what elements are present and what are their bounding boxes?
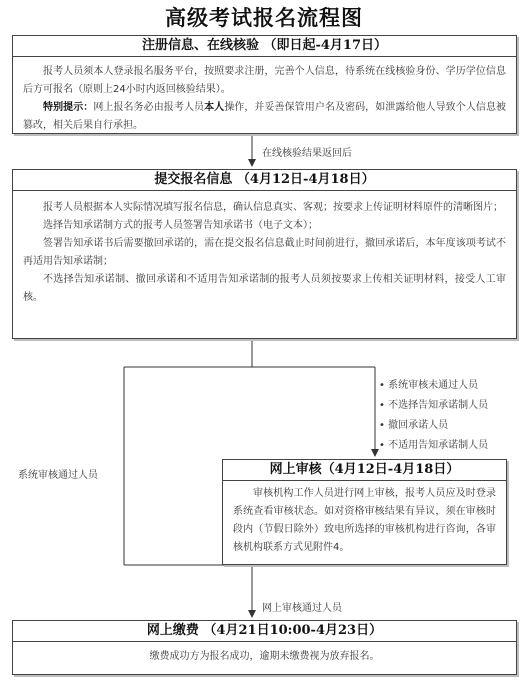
side-item-no-commitment: • 不选择告知承诺制人员 (379, 400, 489, 411)
connector-label-verify-result: 在线核验结果返回后 (262, 148, 352, 159)
side-item-not-applicable: • 不适用告知承诺制人员 (379, 440, 489, 451)
special-notice-bold: 本人 (204, 102, 225, 113)
step-submit-paragraph-3: 签署告知承诺书后需要撤回承诺的，需在提交报名信息截止时间前进行，撤回承诺后，本年度该项考试不再适用告知承诺制； (23, 238, 506, 267)
step-register-paragraph: 报考人员须本人登录报名服务平台，按照要求注册，完善个人信息，待系统在线核验身份、学历学位信息后方可报名（原则上24小时内返回核验结果）。 (23, 66, 506, 95)
page-title: 高级考试报名流程图 (165, 5, 363, 30)
special-notice-text-a: 网上报名务必由报考人员 (93, 102, 205, 113)
step-payment-body (13, 642, 516, 666)
step-register-box (12, 35, 517, 134)
step-register-heading: 注册信息、在线核验 （即日起-4月17日） (13, 36, 516, 57)
step-payment-heading: 网上缴费 （4月21日10:00-4月23日） (13, 621, 516, 642)
step-submit-paragraph-4: 不选择告知承诺制、撤回承诺和不适用告知承诺制的报考人员须按要求上传相关证明材料，接受人工审核。 (23, 274, 506, 303)
step-submit-body (13, 191, 516, 307)
side-item-system-failed: • 系统审核未通过人员 (379, 380, 479, 391)
side-item-withdrawn: • 撤回承诺人员 (379, 420, 449, 431)
step-submit-heading: 提交报名信息 （4月12日-4月18日） (13, 170, 516, 191)
step-register-body (13, 57, 516, 135)
step-submit-paragraph-1: 报考人员根据本人实际情况填写报名信息，确认信息真实、客观；按要求上传证明材料原件的清晰图片； (43, 202, 503, 213)
special-notice-label: 特别提示： (43, 102, 94, 113)
step-payment-paragraph: 缴费成功方为报名成功，逾期未缴费视为放弃报名。 (149, 651, 380, 662)
step-review-box (222, 459, 507, 565)
step-review-paragraph: 审核机构工作人员进行网上审核，报考人员应及时登录系统查看审核状态。如对资格审核结果有异议，须在审核时段内（节假日除外）致电所选择的审核机构进行咨询，各审核机构联系方式见附件4。 (233, 488, 496, 553)
step-register-notice (23, 99, 506, 135)
step-review-body (223, 481, 506, 557)
step-review-heading: 网上审核（4月12日-4月18日） (223, 460, 506, 481)
left-branch-label: 系统审核通过人员 (18, 470, 98, 481)
step-payment-box (12, 620, 517, 675)
special-notice-text-b: 操作，并妥善保管用户名及密码，如泄露给他人导致个人信息被篡改，相关后果自行承担。 (23, 102, 507, 131)
step-submit-box (12, 169, 517, 339)
connector-label-review-passed: 网上审核通过人员 (262, 603, 342, 614)
step-submit-paragraph-2: 选择告知承诺制方式的报考人员签署告知承诺书（电子文本）； (43, 220, 318, 231)
